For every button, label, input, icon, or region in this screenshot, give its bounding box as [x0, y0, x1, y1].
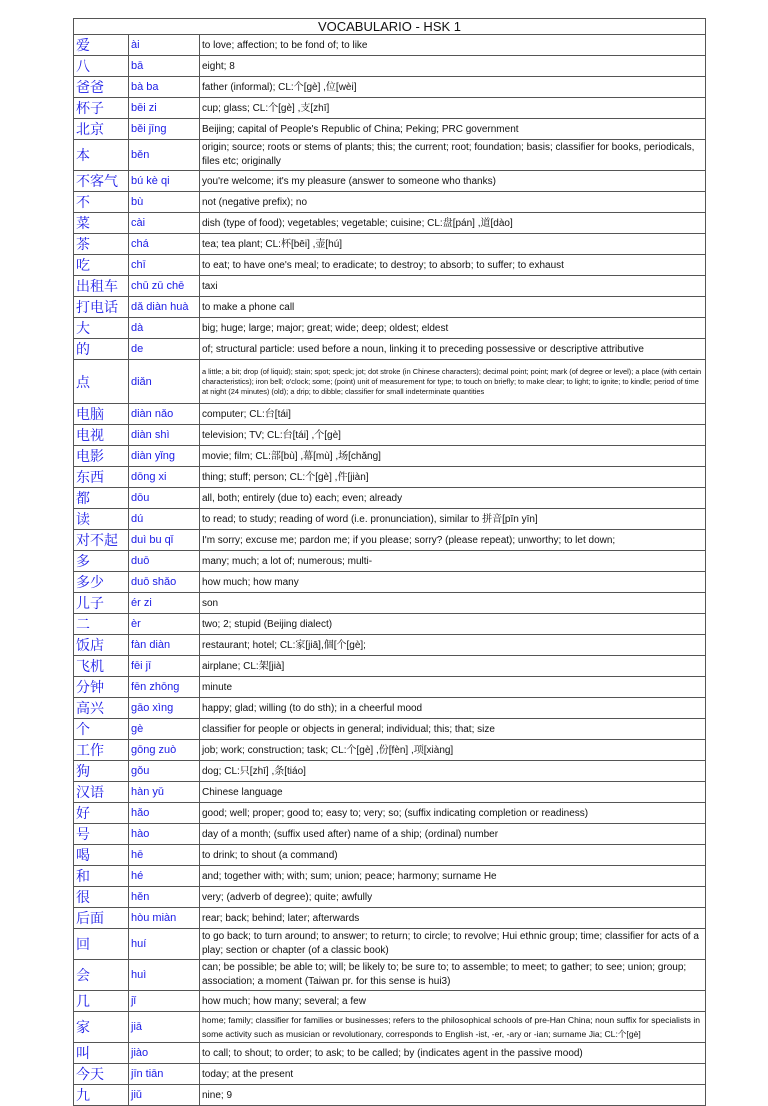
hanzi-cell: 八	[74, 56, 129, 77]
table-row	[74, 192, 706, 213]
pinyin-cell: chī	[129, 255, 200, 276]
table-row	[74, 635, 706, 656]
pinyin-cell: huì	[129, 960, 200, 991]
hanzi-cell: 都	[74, 488, 129, 509]
definition-cell: son	[200, 593, 706, 614]
definition-cell: restaurant; hotel; CL:家[jiā],個[个[gè];	[200, 635, 706, 656]
hanzi-cell: 狗	[74, 761, 129, 782]
hanzi-cell: 电影	[74, 446, 129, 467]
definition-cell: taxi	[200, 276, 706, 297]
vocabulary-table	[73, 18, 706, 1106]
hanzi-cell: 几	[74, 991, 129, 1012]
definition-cell: to make a phone call	[200, 297, 706, 318]
definition-cell: and; together with; with; sum; union; peace; harmony; surname He	[200, 866, 706, 887]
hanzi-cell: 东西	[74, 467, 129, 488]
pinyin-cell: bà ba	[129, 77, 200, 98]
definition-cell: nine; 9	[200, 1085, 706, 1106]
pinyin-cell: jīn tiān	[129, 1064, 200, 1085]
table-row	[74, 404, 706, 425]
definition-cell: how much; how many; several; a few	[200, 991, 706, 1012]
hanzi-cell: 点	[74, 360, 129, 404]
table-row	[74, 56, 706, 77]
hanzi-cell: 读	[74, 509, 129, 530]
pinyin-cell: hē	[129, 845, 200, 866]
definition-cell: a little; a bit; drop (of liquid); stain; spot; speck; jot; dot stroke (in Chinese characters); decimal point; point; mark (of degree or level); a place (with certain characteristics); iron bell; o'clock; some; (point) unit of measurement for type; to touch on briefly; to make clear; to light; to ignite; to kindle; period of time at night (24 minutes) (old); a drip; to dibble; classifier for small indeterminate quantities	[200, 360, 706, 404]
table-row	[74, 991, 706, 1012]
pinyin-cell: gāo xìng	[129, 698, 200, 719]
hanzi-cell: 后面	[74, 908, 129, 929]
table-row	[74, 572, 706, 593]
pinyin-cell: chū zū chē	[129, 276, 200, 297]
table-row	[74, 339, 706, 360]
table-row	[74, 677, 706, 698]
definition-cell: to eat; to have one's meal; to eradicate; to destroy; to absorb; to suffer; to exhaust	[200, 255, 706, 276]
hanzi-cell: 多少	[74, 572, 129, 593]
definition-cell: of; structural particle: used before a noun, linking it to preceding possessive or descriptive attributive	[200, 339, 706, 360]
hanzi-cell: 个	[74, 719, 129, 740]
hanzi-cell: 吃	[74, 255, 129, 276]
pinyin-cell: fēi jī	[129, 656, 200, 677]
pinyin-cell: hàn yǔ	[129, 782, 200, 803]
table-row	[74, 234, 706, 255]
pinyin-cell: bù	[129, 192, 200, 213]
hanzi-cell: 分钟	[74, 677, 129, 698]
table-row	[74, 171, 706, 192]
hanzi-cell: 爱	[74, 35, 129, 56]
definition-cell: all, both; entirely (due to) each; even; already	[200, 488, 706, 509]
hanzi-cell: 九	[74, 1085, 129, 1106]
hanzi-cell: 对不起	[74, 530, 129, 551]
hanzi-cell: 今天	[74, 1064, 129, 1085]
table-row	[74, 782, 706, 803]
hanzi-cell: 的	[74, 339, 129, 360]
pinyin-cell: dōng xi	[129, 467, 200, 488]
hanzi-cell: 出租车	[74, 276, 129, 297]
table-row	[74, 551, 706, 572]
definition-cell: to drink; to shout (a command)	[200, 845, 706, 866]
definition-cell: big; huge; large; major; great; wide; deep; oldest; eldest	[200, 318, 706, 339]
table-row	[74, 297, 706, 318]
definition-cell: to love; affection; to be fond of; to like	[200, 35, 706, 56]
table-row	[74, 740, 706, 761]
hanzi-cell: 好	[74, 803, 129, 824]
pinyin-cell: fàn diàn	[129, 635, 200, 656]
definition-cell: classifier for people or objects in general; individual; this; that; size	[200, 719, 706, 740]
pinyin-cell: gè	[129, 719, 200, 740]
hanzi-cell: 不客气	[74, 171, 129, 192]
pinyin-cell: fēn zhōng	[129, 677, 200, 698]
definition-cell: to go back; to turn around; to answer; to return; to circle; to revolve; Hui ethnic group; time; classifier for acts of a play; section or chapter (of a classic book)	[200, 929, 706, 960]
pinyin-cell: běi jīng	[129, 119, 200, 140]
hanzi-cell: 菜	[74, 213, 129, 234]
hanzi-cell: 不	[74, 192, 129, 213]
hanzi-cell: 汉语	[74, 782, 129, 803]
pinyin-cell: bēi zi	[129, 98, 200, 119]
table-row	[74, 1064, 706, 1085]
definition-cell: rear; back; behind; later; afterwards	[200, 908, 706, 929]
definition-cell: television; TV; CL:台[tái] ,个[gè]	[200, 425, 706, 446]
table-row	[74, 824, 706, 845]
table-row	[74, 255, 706, 276]
pinyin-cell: duì bu qǐ	[129, 530, 200, 551]
pinyin-cell: dōu	[129, 488, 200, 509]
hanzi-cell: 电脑	[74, 404, 129, 425]
pinyin-cell: gǒu	[129, 761, 200, 782]
table-row	[74, 446, 706, 467]
hanzi-cell: 爸爸	[74, 77, 129, 98]
table-row	[74, 866, 706, 887]
definition-cell: home; family; classifier for families or businesses; refers to the philosophical schools of pre-Han China; noun suffix for specialists in some activity such as musician or revolutionary, corresponds to English -ist, -er, -ary or -ian; surname Jia; CL:个[gè]	[200, 1012, 706, 1043]
hanzi-cell: 叫	[74, 1043, 129, 1064]
definition-cell: good; well; proper; good to; easy to; very; so; (suffix indicating completion or readiness)	[200, 803, 706, 824]
pinyin-cell: jiā	[129, 1012, 200, 1043]
definition-cell: happy; glad; willing (to do sth); in a cheerful mood	[200, 698, 706, 719]
pinyin-cell: cài	[129, 213, 200, 234]
table-row	[74, 425, 706, 446]
hanzi-cell: 工作	[74, 740, 129, 761]
hanzi-cell: 家	[74, 1012, 129, 1043]
pinyin-cell: diǎn	[129, 360, 200, 404]
definition-cell: computer; CL:台[tái]	[200, 404, 706, 425]
definition-cell: father (informal); CL:个[gè] ,位[wèi]	[200, 77, 706, 98]
hanzi-cell: 号	[74, 824, 129, 845]
definition-cell: dog; CL:只[zhī] ,条[tiáo]	[200, 761, 706, 782]
vocabulary-sheet	[73, 18, 706, 1106]
table-row	[74, 1085, 706, 1106]
table-row	[74, 98, 706, 119]
definition-cell: today; at the present	[200, 1064, 706, 1085]
pinyin-cell: èr	[129, 614, 200, 635]
hanzi-cell: 茶	[74, 234, 129, 255]
table-row	[74, 803, 706, 824]
pinyin-cell: chá	[129, 234, 200, 255]
definition-cell: dish (type of food); vegetables; vegetable; cuisine; CL:盘[pán] ,道[dào]	[200, 213, 706, 234]
definition-cell: airplane; CL:架[jià]	[200, 656, 706, 677]
table-row	[74, 845, 706, 866]
hanzi-cell: 飞机	[74, 656, 129, 677]
hanzi-cell: 和	[74, 866, 129, 887]
table-row	[74, 593, 706, 614]
pinyin-cell: jiào	[129, 1043, 200, 1064]
table-row	[74, 140, 706, 171]
pinyin-cell: bú kè qi	[129, 171, 200, 192]
definition-cell: not (negative prefix); no	[200, 192, 706, 213]
hanzi-cell: 多	[74, 551, 129, 572]
hanzi-cell: 回	[74, 929, 129, 960]
pinyin-cell: hé	[129, 866, 200, 887]
definition-cell: many; much; a lot of; numerous; multi-	[200, 551, 706, 572]
table-row	[74, 530, 706, 551]
pinyin-cell: ài	[129, 35, 200, 56]
pinyin-cell: jiǔ	[129, 1085, 200, 1106]
definition-cell: very; (adverb of degree); quite; awfully	[200, 887, 706, 908]
pinyin-cell: dú	[129, 509, 200, 530]
hanzi-cell: 大	[74, 318, 129, 339]
table-row	[74, 213, 706, 234]
hanzi-cell: 饭店	[74, 635, 129, 656]
table-row	[74, 1043, 706, 1064]
table-row	[74, 488, 706, 509]
definition-cell: to read; to study; reading of word (i.e. pronunciation), similar to 拼音[pīn yīn]	[200, 509, 706, 530]
hanzi-cell: 儿子	[74, 593, 129, 614]
pinyin-cell: dà	[129, 318, 200, 339]
table-row	[74, 960, 706, 991]
table-row	[74, 360, 706, 404]
pinyin-cell: duō shǎo	[129, 572, 200, 593]
table-row	[74, 509, 706, 530]
pinyin-cell: gōng zuò	[129, 740, 200, 761]
table-row	[74, 318, 706, 339]
pinyin-cell: ér zi	[129, 593, 200, 614]
hanzi-cell: 打电话	[74, 297, 129, 318]
definition-cell: two; 2; stupid (Beijing dialect)	[200, 614, 706, 635]
table-row	[74, 887, 706, 908]
pinyin-cell: dǎ diàn huà	[129, 297, 200, 318]
definition-cell: day of a month; (suffix used after) name of a ship; (ordinal) number	[200, 824, 706, 845]
pinyin-cell: duō	[129, 551, 200, 572]
table-row	[74, 77, 706, 98]
pinyin-cell: diàn shì	[129, 425, 200, 446]
table-row	[74, 761, 706, 782]
hanzi-cell: 高兴	[74, 698, 129, 719]
table-row	[74, 614, 706, 635]
definition-cell: can; be possible; be able to; will; be likely to; be sure to; to assemble; to meet; to gather; to see; union; group; association; a moment (Taiwan pr. for this sense is hui3)	[200, 960, 706, 991]
pinyin-cell: diàn nǎo	[129, 404, 200, 425]
hanzi-cell: 喝	[74, 845, 129, 866]
table-row	[74, 1012, 706, 1043]
page-title: VOCABULARIO - HSK 1	[74, 19, 706, 35]
definition-cell: thing; stuff; person; CL:个[gè] ,件[jiàn]	[200, 467, 706, 488]
pinyin-cell: hěn	[129, 887, 200, 908]
definition-cell: to call; to shout; to order; to ask; to be called; by (indicates agent in the passive mood)	[200, 1043, 706, 1064]
hanzi-cell: 很	[74, 887, 129, 908]
definition-cell: how much; how many	[200, 572, 706, 593]
title-row	[74, 19, 706, 35]
hanzi-cell: 电视	[74, 425, 129, 446]
definition-cell: minute	[200, 677, 706, 698]
table-row	[74, 656, 706, 677]
table-row	[74, 698, 706, 719]
pinyin-cell: hòu miàn	[129, 908, 200, 929]
table-row	[74, 276, 706, 297]
table-row	[74, 908, 706, 929]
table-row	[74, 929, 706, 960]
definition-cell: cup; glass; CL:个[gè] ,支[zhī]	[200, 98, 706, 119]
table-row	[74, 467, 706, 488]
definition-cell: Chinese language	[200, 782, 706, 803]
table-row	[74, 35, 706, 56]
pinyin-cell: de	[129, 339, 200, 360]
pinyin-cell: hǎo	[129, 803, 200, 824]
definition-cell: Beijing; capital of People's Republic of China; Peking; PRC government	[200, 119, 706, 140]
hanzi-cell: 二	[74, 614, 129, 635]
pinyin-cell: hào	[129, 824, 200, 845]
table-row	[74, 119, 706, 140]
hanzi-cell: 北京	[74, 119, 129, 140]
pinyin-cell: huí	[129, 929, 200, 960]
pinyin-cell: bā	[129, 56, 200, 77]
definition-cell: eight; 8	[200, 56, 706, 77]
definition-cell: movie; film; CL:部[bù] ,幕[mù] ,场[chǎng]	[200, 446, 706, 467]
definition-cell: job; work; construction; task; CL:个[gè] ,份[fèn] ,项[xiàng]	[200, 740, 706, 761]
definition-cell: I'm sorry; excuse me; pardon me; if you please; sorry? (please repeat); unworthy; to let down;	[200, 530, 706, 551]
definition-cell: you're welcome; it's my pleasure (answer to someone who thanks)	[200, 171, 706, 192]
hanzi-cell: 会	[74, 960, 129, 991]
definition-cell: origin; source; roots or stems of plants; this; the current; root; foundation; basis; classifier for books, periodicals, files etc; originally	[200, 140, 706, 171]
pinyin-cell: diàn yǐng	[129, 446, 200, 467]
hanzi-cell: 本	[74, 140, 129, 171]
hanzi-cell: 杯子	[74, 98, 129, 119]
pinyin-cell: jǐ	[129, 991, 200, 1012]
table-row	[74, 719, 706, 740]
definition-cell: tea; tea plant; CL:杯[bēi] ,壶[hú]	[200, 234, 706, 255]
pinyin-cell: běn	[129, 140, 200, 171]
